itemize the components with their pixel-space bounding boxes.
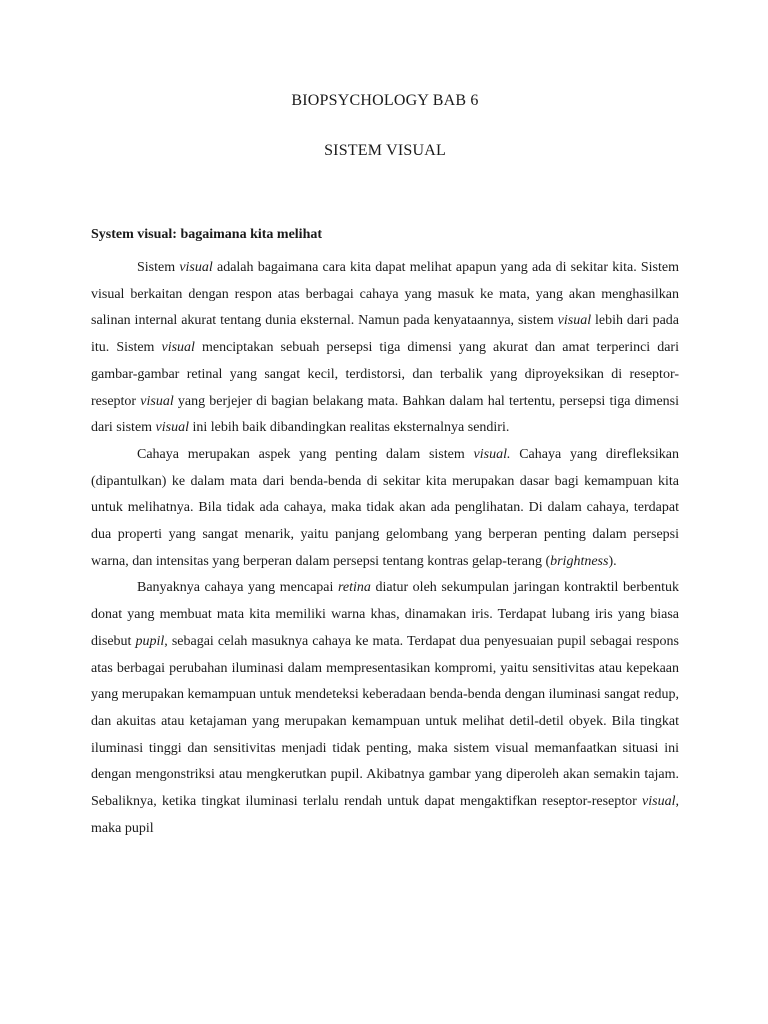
- chapter-title: SISTEM VISUAL: [324, 142, 446, 159]
- italic-term: pupil: [135, 633, 165, 649]
- section-heading: System visual: bagaimana kita melihat: [91, 227, 323, 242]
- paragraph-2: [91, 442, 679, 576]
- text-run: ).: [608, 553, 617, 569]
- italic-term: retina: [337, 580, 371, 596]
- text-run: adalah bagaimana cara kita dapat melihat apapun yang ada di sekitar kita. Sistem visual berkaitan dengan respon atas berbagai cahaya yang masuk ke mata, yang akan menghasilkan salinan internal akurat tentang dunia eksternal. Namun pada kenyataannya, sistem: [91, 260, 680, 329]
- italic-term: visual: [179, 260, 213, 275]
- italic-term: brightness: [550, 553, 609, 569]
- text-run: , maka pupil: [91, 794, 679, 836]
- document-title: BIOPSYCHOLOGY BAB 6: [291, 92, 479, 109]
- text-run: Cahaya yang direfleksikan (dipantulkan) ke dalam mata dari benda-benda di sekitar kita merupakan dasar bagi kemampuan kita untuk melihatnya. Bila tidak ada cahaya, maka tidak akan ada penglihatan. Di dalam cahaya, terdapat dua properti yang sangat menarik, yaitu panjang gelombang yang berperan penting dalam persepsi warna, dan intensitas yang berperan dalam persepsi tentang kontras gelap-terang (: [91, 446, 679, 569]
- italic-term: visual: [155, 420, 189, 436]
- text-run: yang berjejer di bagian belakang mata. Bahkan dalam hal tertentu, persepsi tiga dimensi dari sistem: [91, 393, 679, 436]
- paragraph-3: [91, 575, 679, 842]
- text-run: lebih dari pada itu. Sistem: [91, 313, 680, 356]
- text-run: Sistem: [137, 260, 180, 275]
- text-run: ini lebih baik dibandingkan realitas eksternalnya sendiri.: [189, 420, 510, 436]
- text-run: menciptakan sebuah persepsi tiga dimensi yang akurat dan amat terperinci dari gambar-gambar retinal yang sangat kecil, terdistorsi, dan terbalik yang diproyeksikan di reseptor-reseptor: [91, 340, 679, 409]
- italic-term: visual: [140, 393, 174, 409]
- text-run: diatur oleh sekumpulan jaringan kontraktil berbentuk donat yang membuat mata kita memiliki warna khas, dinamakan iris. Terdapat lubang iris yang biasa disebut: [91, 580, 680, 649]
- italic-term: visual: [161, 340, 195, 356]
- italic-term: visual.: [473, 446, 511, 462]
- text-run: Cahaya merupakan aspek yang penting dalam sistem: [137, 446, 474, 462]
- body-text: [91, 255, 679, 842]
- text-run: , sebagai celah masuknya cahaya ke mata. Terdapat dua penyesuaian pupil sebagai respons atas berbagai perubahan iluminasi dalam mempresentasikan kompromi, yaitu sensitivitas atau kepekaan yang merupakan kemampuan untuk mendeteksi keberadaan benda-benda dengan iluminasi sangat redup, dan akuitas atau ketajaman yang merupakan kemampuan untuk melihat detil-detil obyek. Bila tingkat iluminasi tinggi dan sensitivitas menjadi tidak penting, maka sistem visual memanfaatkan situasi ini dengan mengonstriksi atau mengkerutkan pupil. Akibatnya gambar yang diperoleh akan semakin tajam. Sebaliknya, ketika tingkat iluminasi terlalu rendah untuk dapat mengaktifkan reseptor-reseptor: [91, 633, 679, 810]
- paragraph-1: [91, 255, 679, 442]
- italic-term: visual: [642, 794, 676, 810]
- italic-term: visual: [557, 313, 592, 329]
- document-page: [91, 88, 679, 842]
- text-run: Banyaknya cahaya yang mencapai: [137, 580, 338, 596]
